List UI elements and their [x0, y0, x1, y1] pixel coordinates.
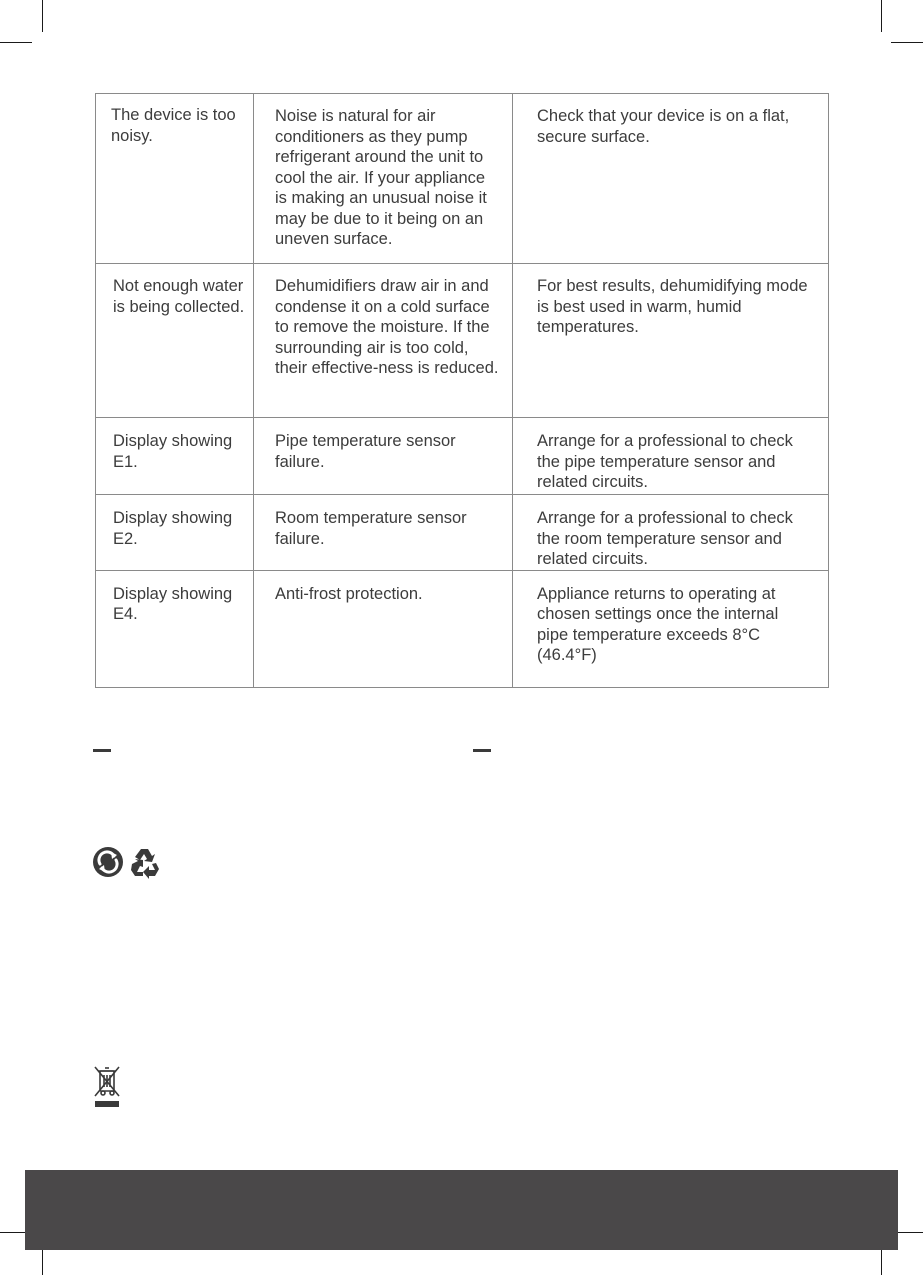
troubleshooting-table	[95, 93, 829, 688]
solution-cell: For best results, dehumidifying mode is best used in warm, humid temperatures.	[513, 264, 829, 418]
green-dot-recycling-icon	[92, 846, 124, 878]
crossed-out-wheelie-bin-icon	[92, 1065, 122, 1109]
cause-cell: Pipe temperature sensor failure.	[254, 418, 513, 495]
table-row	[96, 418, 829, 495]
cause-cell: Anti-frost protection.	[254, 570, 513, 687]
table-row	[96, 264, 829, 418]
table-row	[96, 570, 829, 687]
crop-mark	[891, 42, 923, 43]
problem-cell: The device is too noisy.	[96, 94, 254, 264]
problem-cell: Display showing E2.	[96, 495, 254, 571]
table-row	[96, 495, 829, 571]
crop-mark	[881, 0, 882, 32]
solution-cell: Arrange for a professional to check the room temperature sensor and related circuits.	[513, 495, 829, 571]
footer-bar	[25, 1170, 898, 1250]
table-row	[96, 94, 829, 264]
problem-cell: Not enough water is being collected.	[96, 264, 254, 418]
problem-cell: Display showing E1.	[96, 418, 254, 495]
problem-cell: Display showing E4.	[96, 570, 254, 687]
cause-cell: Noise is natural for air conditioners as they pump refrigerant around the unit to cool the air. If your appliance is making an unusual noise it may be due to it being on an uneven surface.	[254, 94, 513, 264]
solution-cell: Appliance returns to operating at chosen settings once the internal pipe temperature exceeds 8°C (46.4°F)	[513, 570, 829, 687]
solution-cell: Check that your device is on a flat, secure surface.	[513, 94, 829, 264]
solution-cell: Arrange for a professional to check the pipe temperature sensor and related circuits.	[513, 418, 829, 495]
section-dash-left	[93, 749, 111, 752]
crop-mark	[0, 42, 32, 43]
cause-cell: Dehumidifiers draw air in and condense it on a cold surface to remove the moisture. If the surrounding air is too cold, their effective-ness is reduced.	[254, 264, 513, 418]
crop-mark	[42, 0, 43, 32]
recycle-symbol-icon	[128, 845, 162, 879]
cause-cell: Room temperature sensor failure.	[254, 495, 513, 571]
section-dash-right	[473, 749, 491, 752]
